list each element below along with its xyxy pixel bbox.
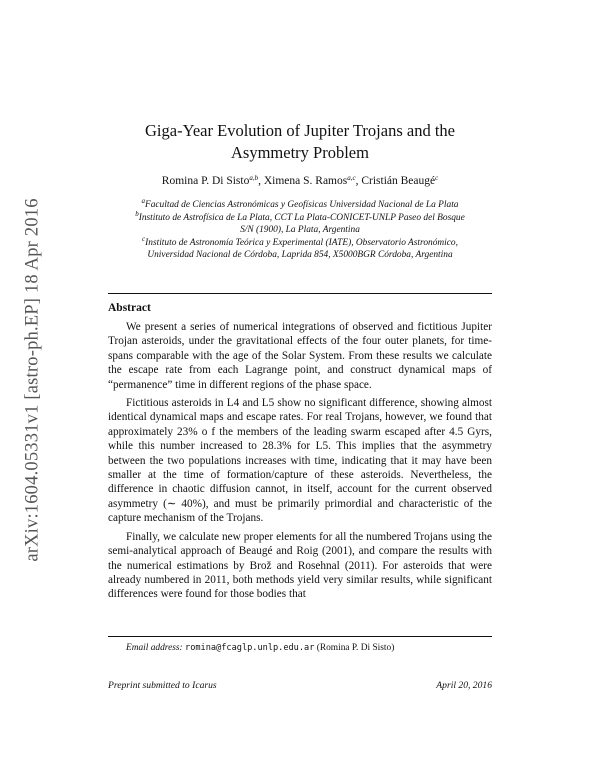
abstract-paragraph-3: Finally, we calculate new proper elements for all the numbered Trojans using the semi-analytical approach of Beaugé and Roig (2001), and compare the results with the numerical estimations by Brož and Rosehnal (2011). For asteroids that were already numbered in 2011, both methods yield very similar results, while significant differences were found for those bodies that <box>108 530 492 601</box>
abstract-top-rule <box>108 293 492 294</box>
affiliations <box>108 199 492 262</box>
abstract-body <box>108 320 492 606</box>
footnote-rule <box>108 636 492 637</box>
affil-mark-a: a <box>141 197 145 205</box>
preprint-note: Preprint submitted to Icarus <box>108 680 217 691</box>
author-separator: , <box>355 175 362 187</box>
author-affil-mark: a,c <box>347 174 356 182</box>
abstract-paragraph-1: We present a series of numerical integrations of observed and fictitious Jupiter Trojan asteroids, under the gravitational effects of the four outer planets, for time-spans comparable with the age of the Solar System. From these results we calculate the escape rate from each Lagrange point, and construct dynamical maps of “permanence” time in different regions of the phase space. <box>108 321 492 391</box>
abstract-paragraph-2: Fictitious asteroids in L4 and L5 show no significant difference, showing almost identical dynamical maps and escape rates. For real Trojans, however, we found that approximately 23% o f the members of the leading swarm escaped after 4.5 Gyrs, while this number increased to 28.3% for L5. This implies that the asymmetry between the two populations increases with time, indicating that it may have been smaller at the time of formation/capture of these asteroids. Nevertheless, the difference in chaotic diffusion cannot, in itself, account for the current observed asymmetry (∼ 40%), and must be primarily primordial and characteristic of the capture mechanism of the Trojans. <box>108 397 492 525</box>
author-list <box>108 175 492 187</box>
author-name: Romina P. Di Sisto <box>161 175 250 187</box>
arxiv-identifier-stamp <box>20 170 46 590</box>
author-name: Ximena S. Ramos <box>263 175 348 187</box>
affil-c-text-line1: Instituto de Astronomía Teórica y Experimental (IATE), Observatorio Astronómico, <box>145 237 458 248</box>
arxiv-id-text: arXiv:1604.05331v1 [astro-ph.EP] 18 Apr 2016 <box>22 198 43 562</box>
affil-mark-b: b <box>135 209 139 218</box>
abstract-heading: Abstract <box>108 302 151 314</box>
footnote-email[interactable]: romina@fcaglp.unlp.edu.ar <box>185 643 315 653</box>
affiliation-b <box>108 209 492 225</box>
affil-mark-c: c <box>142 234 146 243</box>
title-line-2: Asymmetry Problem <box>231 143 369 162</box>
affiliation-c-cont <box>108 249 492 262</box>
affiliation-a <box>108 199 492 212</box>
author-separator: , <box>258 175 264 187</box>
email-footnote <box>108 643 492 653</box>
affil-b-text-line1: Instituto de Astrofísica de La Plata, CCT La Plata-CONICET-UNLP Paseo del Bosque <box>138 212 465 223</box>
footnote-owner: (Romina P. Di Sisto) <box>316 643 395 653</box>
affil-a-text: Facultad de Ciencias Astronómicas y Geofísicas Universidad Nacional de La Plata <box>144 200 459 210</box>
paper-title <box>108 120 492 164</box>
author-affil-mark: c <box>435 174 439 182</box>
affil-c-text-line2: Universidad Nacional de Córdoba, Laprida 854, X5000BGR Córdoba, Argentina <box>147 250 453 261</box>
affil-b-text-line2: S/N (1900), La Plata, Argentina <box>240 225 360 236</box>
affiliation-c <box>108 234 492 250</box>
footnote-label: Email address: <box>126 643 183 653</box>
title-line-1: Giga-Year Evolution of Jupiter Trojans and the <box>145 121 455 140</box>
author-name: Cristián Beaugé <box>361 175 436 187</box>
author-affil-mark: a,b <box>249 174 259 182</box>
preprint-date: April 20, 2016 <box>436 680 492 691</box>
affiliation-b-cont <box>108 224 492 237</box>
